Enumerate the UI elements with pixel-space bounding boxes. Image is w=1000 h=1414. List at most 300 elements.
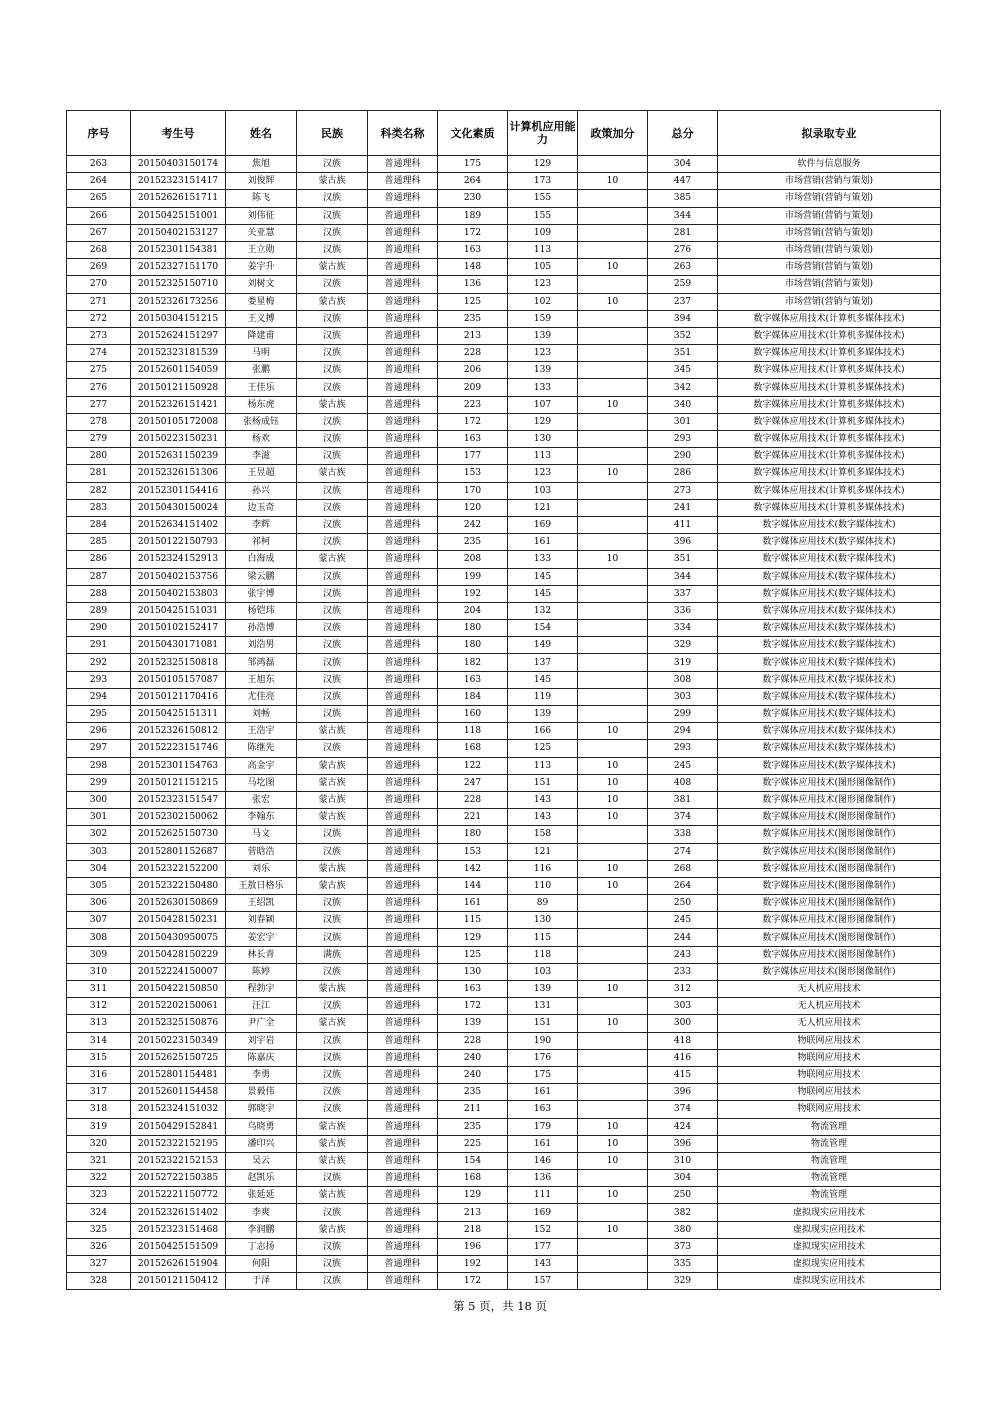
cell-category: 普通理科 [368, 156, 438, 173]
cell-bonus: 10 [578, 723, 648, 740]
cell-bonus: 10 [578, 259, 648, 276]
cell-exam-id: 20150403150174 [131, 156, 226, 173]
cell-exam-id: 20150102152417 [131, 620, 226, 637]
cell-exam-id: 20150430950075 [131, 929, 226, 946]
cell-ethnicity: 蒙古族 [297, 173, 368, 190]
cell-index: 322 [67, 1170, 131, 1187]
cell-index: 286 [67, 551, 131, 568]
cell-ethnicity: 汉族 [297, 1238, 368, 1255]
cell-culture-score: 125 [438, 946, 508, 963]
cell-culture-score: 163 [438, 431, 508, 448]
cell-bonus: 10 [578, 809, 648, 826]
cell-index: 280 [67, 448, 131, 465]
cell-exam-id: 20150304151215 [131, 310, 226, 327]
cell-major: 数字媒体应用技术(计算机多媒体技术) [718, 345, 941, 362]
cell-category: 普通理科 [368, 809, 438, 826]
cell-culture-score: 177 [438, 448, 508, 465]
cell-name: 降建甫 [226, 327, 297, 344]
cell-culture-score: 125 [438, 293, 508, 310]
cell-bonus [578, 946, 648, 963]
col-header-computer-score: 计算机应用能力 [508, 111, 578, 156]
cell-computer-score: 133 [508, 551, 578, 568]
cell-culture-score: 213 [438, 327, 508, 344]
cell-bonus [578, 241, 648, 258]
cell-bonus [578, 895, 648, 912]
cell-ethnicity: 蒙古族 [297, 1015, 368, 1032]
table-row [67, 345, 941, 362]
cell-name: 郭晓宇 [226, 1101, 297, 1118]
cell-exam-id: 20150121150928 [131, 379, 226, 396]
cell-index: 301 [67, 809, 131, 826]
cell-total: 268 [648, 860, 718, 877]
cell-total: 396 [648, 534, 718, 551]
cell-total: 259 [648, 276, 718, 293]
cell-culture-score: 225 [438, 1135, 508, 1152]
table-row [67, 1049, 941, 1066]
cell-ethnicity: 汉族 [297, 345, 368, 362]
cell-name: 陈飞 [226, 190, 297, 207]
table-row [67, 654, 941, 671]
cell-major: 数字媒体应用技术(图形图像制作) [718, 912, 941, 929]
cell-index: 293 [67, 671, 131, 688]
cell-total: 263 [648, 259, 718, 276]
cell-bonus [578, 224, 648, 241]
cell-exam-id: 20152634151402 [131, 516, 226, 533]
cell-category: 普通理科 [368, 345, 438, 362]
cell-computer-score: 139 [508, 327, 578, 344]
cell-index: 276 [67, 379, 131, 396]
cell-category: 普通理科 [368, 602, 438, 619]
cell-name: 孙兴 [226, 482, 297, 499]
cell-index: 300 [67, 791, 131, 808]
cell-major: 物流管理 [718, 1118, 941, 1135]
cell-major: 数字媒体应用技术(图形图像制作) [718, 929, 941, 946]
cell-culture-score: 206 [438, 362, 508, 379]
cell-bonus: 10 [578, 757, 648, 774]
table-row [67, 602, 941, 619]
table-row [67, 963, 941, 980]
cell-index: 269 [67, 259, 131, 276]
cell-major: 市场营销(营销与策划) [718, 241, 941, 258]
cell-culture-score: 221 [438, 809, 508, 826]
cell-culture-score: 144 [438, 877, 508, 894]
cell-name: 姜宏宇 [226, 929, 297, 946]
cell-ethnicity: 汉族 [297, 688, 368, 705]
cell-name: 张鹏 [226, 362, 297, 379]
cell-index: 320 [67, 1135, 131, 1152]
cell-index: 311 [67, 981, 131, 998]
cell-name: 刘伟征 [226, 207, 297, 224]
cell-computer-score: 123 [508, 345, 578, 362]
cell-total: 329 [648, 1273, 718, 1290]
cell-culture-score: 228 [438, 791, 508, 808]
cell-index: 283 [67, 499, 131, 516]
cell-category: 普通理科 [368, 688, 438, 705]
table-row [67, 1187, 941, 1204]
table-row [67, 413, 941, 430]
cell-category: 普通理科 [368, 1101, 438, 1118]
cell-bonus: 10 [578, 1118, 648, 1135]
cell-exam-id: 20152626151904 [131, 1256, 226, 1273]
cell-name: 菅晗浩 [226, 843, 297, 860]
cell-total: 334 [648, 620, 718, 637]
cell-ethnicity: 汉族 [297, 482, 368, 499]
cell-culture-score: 189 [438, 207, 508, 224]
cell-bonus [578, 929, 648, 946]
cell-total: 286 [648, 465, 718, 482]
cell-category: 普通理科 [368, 1049, 438, 1066]
cell-major: 数字媒体应用技术(计算机多媒体技术) [718, 448, 941, 465]
cell-computer-score: 123 [508, 465, 578, 482]
cell-name: 梁云鹏 [226, 568, 297, 585]
cell-culture-score: 136 [438, 276, 508, 293]
cell-bonus [578, 706, 648, 723]
cell-category: 普通理科 [368, 551, 438, 568]
cell-total: 415 [648, 1066, 718, 1083]
cell-total: 344 [648, 568, 718, 585]
table-row [67, 1170, 941, 1187]
cell-ethnicity: 汉族 [297, 207, 368, 224]
cell-major: 物流管理 [718, 1135, 941, 1152]
cell-culture-score: 168 [438, 1170, 508, 1187]
cell-culture-score: 163 [438, 981, 508, 998]
cell-category: 普通理科 [368, 396, 438, 413]
cell-name: 林长青 [226, 946, 297, 963]
cell-total: 329 [648, 637, 718, 654]
cell-index: 309 [67, 946, 131, 963]
cell-computer-score: 169 [508, 516, 578, 533]
cell-exam-id: 20150425151311 [131, 706, 226, 723]
cell-exam-id: 20150122150793 [131, 534, 226, 551]
cell-computer-score: 145 [508, 671, 578, 688]
cell-total: 374 [648, 809, 718, 826]
cell-ethnicity: 蒙古族 [297, 551, 368, 568]
cell-culture-score: 163 [438, 241, 508, 258]
cell-bonus [578, 1170, 648, 1187]
cell-index: 319 [67, 1118, 131, 1135]
table-row [67, 499, 941, 516]
cell-culture-score: 153 [438, 843, 508, 860]
cell-index: 282 [67, 482, 131, 499]
table-row [67, 1152, 941, 1169]
cell-bonus: 10 [578, 396, 648, 413]
cell-major: 无人机应用技术 [718, 981, 941, 998]
cell-major: 数字媒体应用技术(数字媒体技术) [718, 637, 941, 654]
cell-exam-id: 20152326150812 [131, 723, 226, 740]
cell-ethnicity: 汉族 [297, 190, 368, 207]
cell-ethnicity: 蒙古族 [297, 1221, 368, 1238]
cell-index: 287 [67, 568, 131, 585]
cell-bonus [578, 379, 648, 396]
cell-exam-id: 20152325150876 [131, 1015, 226, 1032]
cell-computer-score: 137 [508, 654, 578, 671]
cell-ethnicity: 蒙古族 [297, 1135, 368, 1152]
cell-name: 潘印兴 [226, 1135, 297, 1152]
cell-ethnicity: 汉族 [297, 276, 368, 293]
cell-name: 李润鹏 [226, 1221, 297, 1238]
table-row [67, 1066, 941, 1083]
cell-bonus [578, 156, 648, 173]
cell-index: 273 [67, 327, 131, 344]
cell-ethnicity: 汉族 [297, 1273, 368, 1290]
table-row [67, 396, 941, 413]
cell-major: 市场营销(营销与策划) [718, 173, 941, 190]
cell-major: 数字媒体应用技术(计算机多媒体技术) [718, 362, 941, 379]
cell-index: 265 [67, 190, 131, 207]
cell-exam-id: 20152301154381 [131, 241, 226, 258]
cell-exam-id: 20152323151417 [131, 173, 226, 190]
cell-computer-score: 89 [508, 895, 578, 912]
cell-computer-score: 161 [508, 1135, 578, 1152]
cell-ethnicity: 蒙古族 [297, 465, 368, 482]
cell-category: 普通理科 [368, 190, 438, 207]
table-row [67, 1221, 941, 1238]
col-header-index: 序号 [67, 111, 131, 156]
cell-major: 虚拟现实应用技术 [718, 1256, 941, 1273]
cell-name: 李勇 [226, 1066, 297, 1083]
cell-ethnicity: 汉族 [297, 379, 368, 396]
cell-bonus [578, 1049, 648, 1066]
table-row [67, 843, 941, 860]
cell-computer-score: 143 [508, 1256, 578, 1273]
cell-total: 293 [648, 431, 718, 448]
cell-major: 市场营销(营销与策划) [718, 190, 941, 207]
cell-major: 数字媒体应用技术(计算机多媒体技术) [718, 482, 941, 499]
cell-culture-score: 211 [438, 1101, 508, 1118]
table-row [67, 516, 941, 533]
cell-category: 普通理科 [368, 1032, 438, 1049]
cell-culture-score: 130 [438, 963, 508, 980]
cell-computer-score: 129 [508, 156, 578, 173]
cell-computer-score: 121 [508, 499, 578, 516]
cell-major: 数字媒体应用技术(图形图像制作) [718, 774, 941, 791]
cell-category: 普通理科 [368, 259, 438, 276]
cell-culture-score: 242 [438, 516, 508, 533]
cell-index: 263 [67, 156, 131, 173]
cell-index: 305 [67, 877, 131, 894]
cell-name: 杨欢 [226, 431, 297, 448]
cell-ethnicity: 汉族 [297, 912, 368, 929]
cell-computer-score: 161 [508, 534, 578, 551]
cell-name: 马明 [226, 345, 297, 362]
table-row [67, 912, 941, 929]
cell-total: 373 [648, 1238, 718, 1255]
cell-ethnicity: 汉族 [297, 1066, 368, 1083]
cell-major: 数字媒体应用技术(计算机多媒体技术) [718, 327, 941, 344]
cell-computer-score: 103 [508, 963, 578, 980]
cell-category: 普通理科 [368, 877, 438, 894]
cell-bonus: 10 [578, 1221, 648, 1238]
table-row [67, 551, 941, 568]
cell-major: 数字媒体应用技术(数字媒体技术) [718, 585, 941, 602]
cell-computer-score: 123 [508, 276, 578, 293]
cell-index: 318 [67, 1101, 131, 1118]
cell-exam-id: 20152601154059 [131, 362, 226, 379]
cell-computer-score: 158 [508, 826, 578, 843]
cell-bonus [578, 843, 648, 860]
cell-bonus: 10 [578, 1152, 648, 1169]
cell-computer-score: 130 [508, 912, 578, 929]
cell-culture-score: 172 [438, 224, 508, 241]
cell-index: 296 [67, 723, 131, 740]
cell-name: 王旭东 [226, 671, 297, 688]
cell-ethnicity: 汉族 [297, 534, 368, 551]
cell-total: 385 [648, 190, 718, 207]
cell-computer-score: 157 [508, 1273, 578, 1290]
cell-exam-id: 20150223150349 [131, 1032, 226, 1049]
cell-major: 数字媒体应用技术(数字媒体技术) [718, 551, 941, 568]
cell-index: 271 [67, 293, 131, 310]
cell-category: 普通理科 [368, 620, 438, 637]
cell-name: 赵凯乐 [226, 1170, 297, 1187]
cell-total: 264 [648, 877, 718, 894]
cell-culture-score: 122 [438, 757, 508, 774]
cell-total: 300 [648, 1015, 718, 1032]
cell-computer-score: 110 [508, 877, 578, 894]
cell-name: 李滋 [226, 448, 297, 465]
cell-ethnicity: 汉族 [297, 585, 368, 602]
cell-major: 数字媒体应用技术(数字媒体技术) [718, 654, 941, 671]
cell-ethnicity: 汉族 [297, 740, 368, 757]
cell-name: 祁柯 [226, 534, 297, 551]
cell-ethnicity: 汉族 [297, 327, 368, 344]
cell-index: 316 [67, 1066, 131, 1083]
cell-ethnicity: 汉族 [297, 1084, 368, 1101]
cell-major: 市场营销(营销与策划) [718, 259, 941, 276]
cell-major: 数字媒体应用技术(数字媒体技术) [718, 723, 941, 740]
cell-major: 数字媒体应用技术(数字媒体技术) [718, 706, 941, 723]
cell-major: 物联网应用技术 [718, 1032, 941, 1049]
cell-ethnicity: 蒙古族 [297, 860, 368, 877]
cell-ethnicity: 汉族 [297, 448, 368, 465]
cell-total: 250 [648, 1187, 718, 1204]
cell-computer-score: 155 [508, 190, 578, 207]
table-row [67, 998, 941, 1015]
cell-total: 290 [648, 448, 718, 465]
cell-exam-id: 20152322150480 [131, 877, 226, 894]
table-row [67, 585, 941, 602]
cell-exam-id: 20152722150385 [131, 1170, 226, 1187]
cell-computer-score: 115 [508, 929, 578, 946]
cell-computer-score: 155 [508, 207, 578, 224]
cell-bonus [578, 448, 648, 465]
cell-total: 274 [648, 843, 718, 860]
cell-computer-score: 118 [508, 946, 578, 963]
cell-computer-score: 102 [508, 293, 578, 310]
cell-exam-id: 20152302150062 [131, 809, 226, 826]
cell-category: 普通理科 [368, 1170, 438, 1187]
cell-exam-id: 20150430171081 [131, 637, 226, 654]
cell-bonus [578, 637, 648, 654]
cell-major: 数字媒体应用技术(图形图像制作) [718, 843, 941, 860]
cell-name: 王义搏 [226, 310, 297, 327]
cell-index: 307 [67, 912, 131, 929]
cell-major: 物流管理 [718, 1152, 941, 1169]
cell-category: 普通理科 [368, 224, 438, 241]
cell-culture-score: 180 [438, 826, 508, 843]
table-row [67, 327, 941, 344]
table-row [67, 757, 941, 774]
cell-computer-score: 179 [508, 1118, 578, 1135]
cell-exam-id: 20152322152200 [131, 860, 226, 877]
cell-bonus [578, 276, 648, 293]
cell-computer-score: 113 [508, 241, 578, 258]
cell-bonus [578, 688, 648, 705]
cell-computer-score: 161 [508, 1084, 578, 1101]
table-row [67, 620, 941, 637]
cell-culture-score: 129 [438, 929, 508, 946]
cell-name: 关亚慧 [226, 224, 297, 241]
cell-ethnicity: 汉族 [297, 998, 368, 1015]
table-row [67, 241, 941, 258]
cell-index: 302 [67, 826, 131, 843]
cell-index: 290 [67, 620, 131, 637]
cell-name: 焦旭 [226, 156, 297, 173]
cell-total: 303 [648, 998, 718, 1015]
cell-ethnicity: 汉族 [297, 156, 368, 173]
table-row [67, 1273, 941, 1290]
cell-total: 335 [648, 1256, 718, 1273]
cell-computer-score: 139 [508, 706, 578, 723]
cell-category: 普通理科 [368, 1015, 438, 1032]
table-row [67, 310, 941, 327]
cell-bonus: 10 [578, 791, 648, 808]
cell-total: 301 [648, 413, 718, 430]
cell-ethnicity: 汉族 [297, 1032, 368, 1049]
cell-index: 304 [67, 860, 131, 877]
cell-culture-score: 180 [438, 620, 508, 637]
cell-exam-id: 20152323181539 [131, 345, 226, 362]
cell-computer-score: 163 [508, 1101, 578, 1118]
cell-culture-score: 163 [438, 671, 508, 688]
cell-computer-score: 129 [508, 413, 578, 430]
cell-ethnicity: 汉族 [297, 929, 368, 946]
cell-major: 虚拟现实应用技术 [718, 1273, 941, 1290]
cell-index: 299 [67, 774, 131, 791]
cell-major: 市场营销(营销与策划) [718, 276, 941, 293]
cell-total: 396 [648, 1135, 718, 1152]
cell-computer-score: 190 [508, 1032, 578, 1049]
cell-bonus: 10 [578, 1187, 648, 1204]
cell-computer-score: 145 [508, 568, 578, 585]
cell-major: 数字媒体应用技术(数字媒体技术) [718, 757, 941, 774]
cell-ethnicity: 汉族 [297, 1049, 368, 1066]
cell-culture-score: 129 [438, 1187, 508, 1204]
cell-major: 物联网应用技术 [718, 1084, 941, 1101]
cell-index: 321 [67, 1152, 131, 1169]
cell-exam-id: 20152626151711 [131, 190, 226, 207]
cell-category: 普通理科 [368, 671, 438, 688]
cell-index: 284 [67, 516, 131, 533]
col-header-name: 姓名 [226, 111, 297, 156]
cell-name: 汪江 [226, 998, 297, 1015]
cell-total: 319 [648, 654, 718, 671]
cell-culture-score: 247 [438, 774, 508, 791]
cell-exam-id: 20152221150772 [131, 1187, 226, 1204]
cell-major: 物联网应用技术 [718, 1066, 941, 1083]
cell-culture-score: 160 [438, 706, 508, 723]
cell-bonus [578, 207, 648, 224]
cell-index: 275 [67, 362, 131, 379]
cell-bonus [578, 671, 648, 688]
cell-culture-score: 228 [438, 345, 508, 362]
cell-ethnicity: 汉族 [297, 843, 368, 860]
table-row [67, 791, 941, 808]
cell-ethnicity: 蒙古族 [297, 1152, 368, 1169]
cell-ethnicity: 汉族 [297, 310, 368, 327]
cell-bonus: 10 [578, 1015, 648, 1032]
table-row [67, 1256, 941, 1273]
